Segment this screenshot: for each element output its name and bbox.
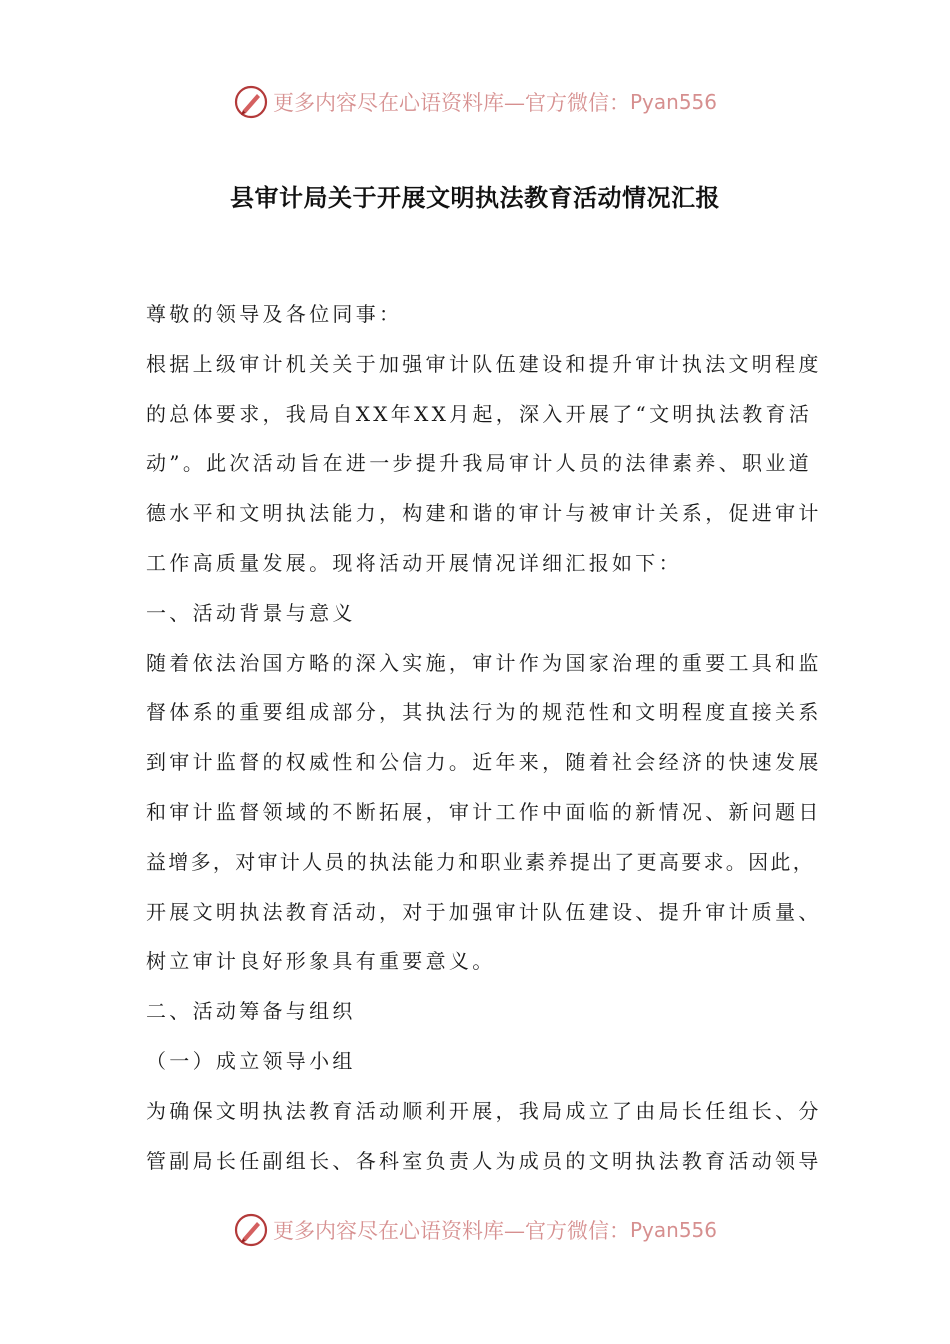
section-heading-2: 二、活动筹备与组织	[146, 999, 356, 1024]
paragraph-line: 为确保文明执法教育活动顺利开展，我局成立了由局长任组长、分	[146, 1098, 822, 1123]
subsection-heading: （一）成立领导小组	[146, 1048, 356, 1073]
paragraph-line: 工作高质量发展。现将活动开展情况详细汇报如下：	[146, 550, 682, 575]
watermark-header	[0, 82, 950, 122]
paragraph-line: 益增多，对审计人员的执法能力和职业素养提出了更高要求。因此，	[146, 849, 815, 874]
pen-logo-icon	[233, 84, 269, 120]
watermark-wechat-id: Pyan556	[629, 1218, 717, 1242]
watermark-text: 更多内容尽在心语资料库—官方微信：	[272, 91, 630, 115]
salutation: 尊敬的领导及各位同事：	[146, 302, 403, 326]
watermark-wechat-id: Pyan556	[629, 90, 717, 114]
paragraph-line: 随着依法治国方略的深入实施，审计作为国家治理的重要工具和监	[146, 650, 822, 675]
paragraph-line: 管副局长任副组长、各科室负责人为成员的文明执法教育活动领导	[146, 1148, 822, 1173]
document-title: 县审计局关于开展文明执法教育活动情况汇报	[230, 184, 720, 212]
paragraph-line: 和审计监督领域的不断拓展，审计工作中面临的新情况、新问题日	[146, 799, 822, 824]
document-body	[146, 290, 826, 1186]
paragraph-line: 的总体要求，我局自XX年XX月起，深入开展了“文明执法教育活	[146, 401, 813, 426]
paragraph-line: 动”。此次活动旨在进一步提升我局审计人员的法律素养、职业道	[146, 451, 812, 476]
watermark-text: 更多内容尽在心语资料库—官方微信：	[272, 1219, 630, 1243]
watermark-footer	[0, 1210, 950, 1250]
pen-logo-icon	[233, 1212, 269, 1248]
paragraph-line: 督体系的重要组成部分，其执法行为的规范性和文明程度直接关系	[146, 700, 822, 725]
paragraph-line: 根据上级审计机关关于加强审计队伍建设和提升审计执法文明程度	[146, 351, 822, 376]
paragraph-line: 德水平和文明执法能力，构建和谐的审计与被审计关系，促进审计	[146, 501, 822, 526]
paragraph-line: 树立审计良好形象具有重要意义。	[146, 949, 496, 974]
paragraph-line: 开展文明执法教育活动，对于加强审计队伍建设、提升审计质量、	[146, 899, 822, 924]
paragraph-line: 到审计监督的权威性和公信力。近年来，随着社会经济的快速发展	[146, 750, 822, 775]
section-heading-1: 一、活动背景与意义	[146, 600, 356, 625]
